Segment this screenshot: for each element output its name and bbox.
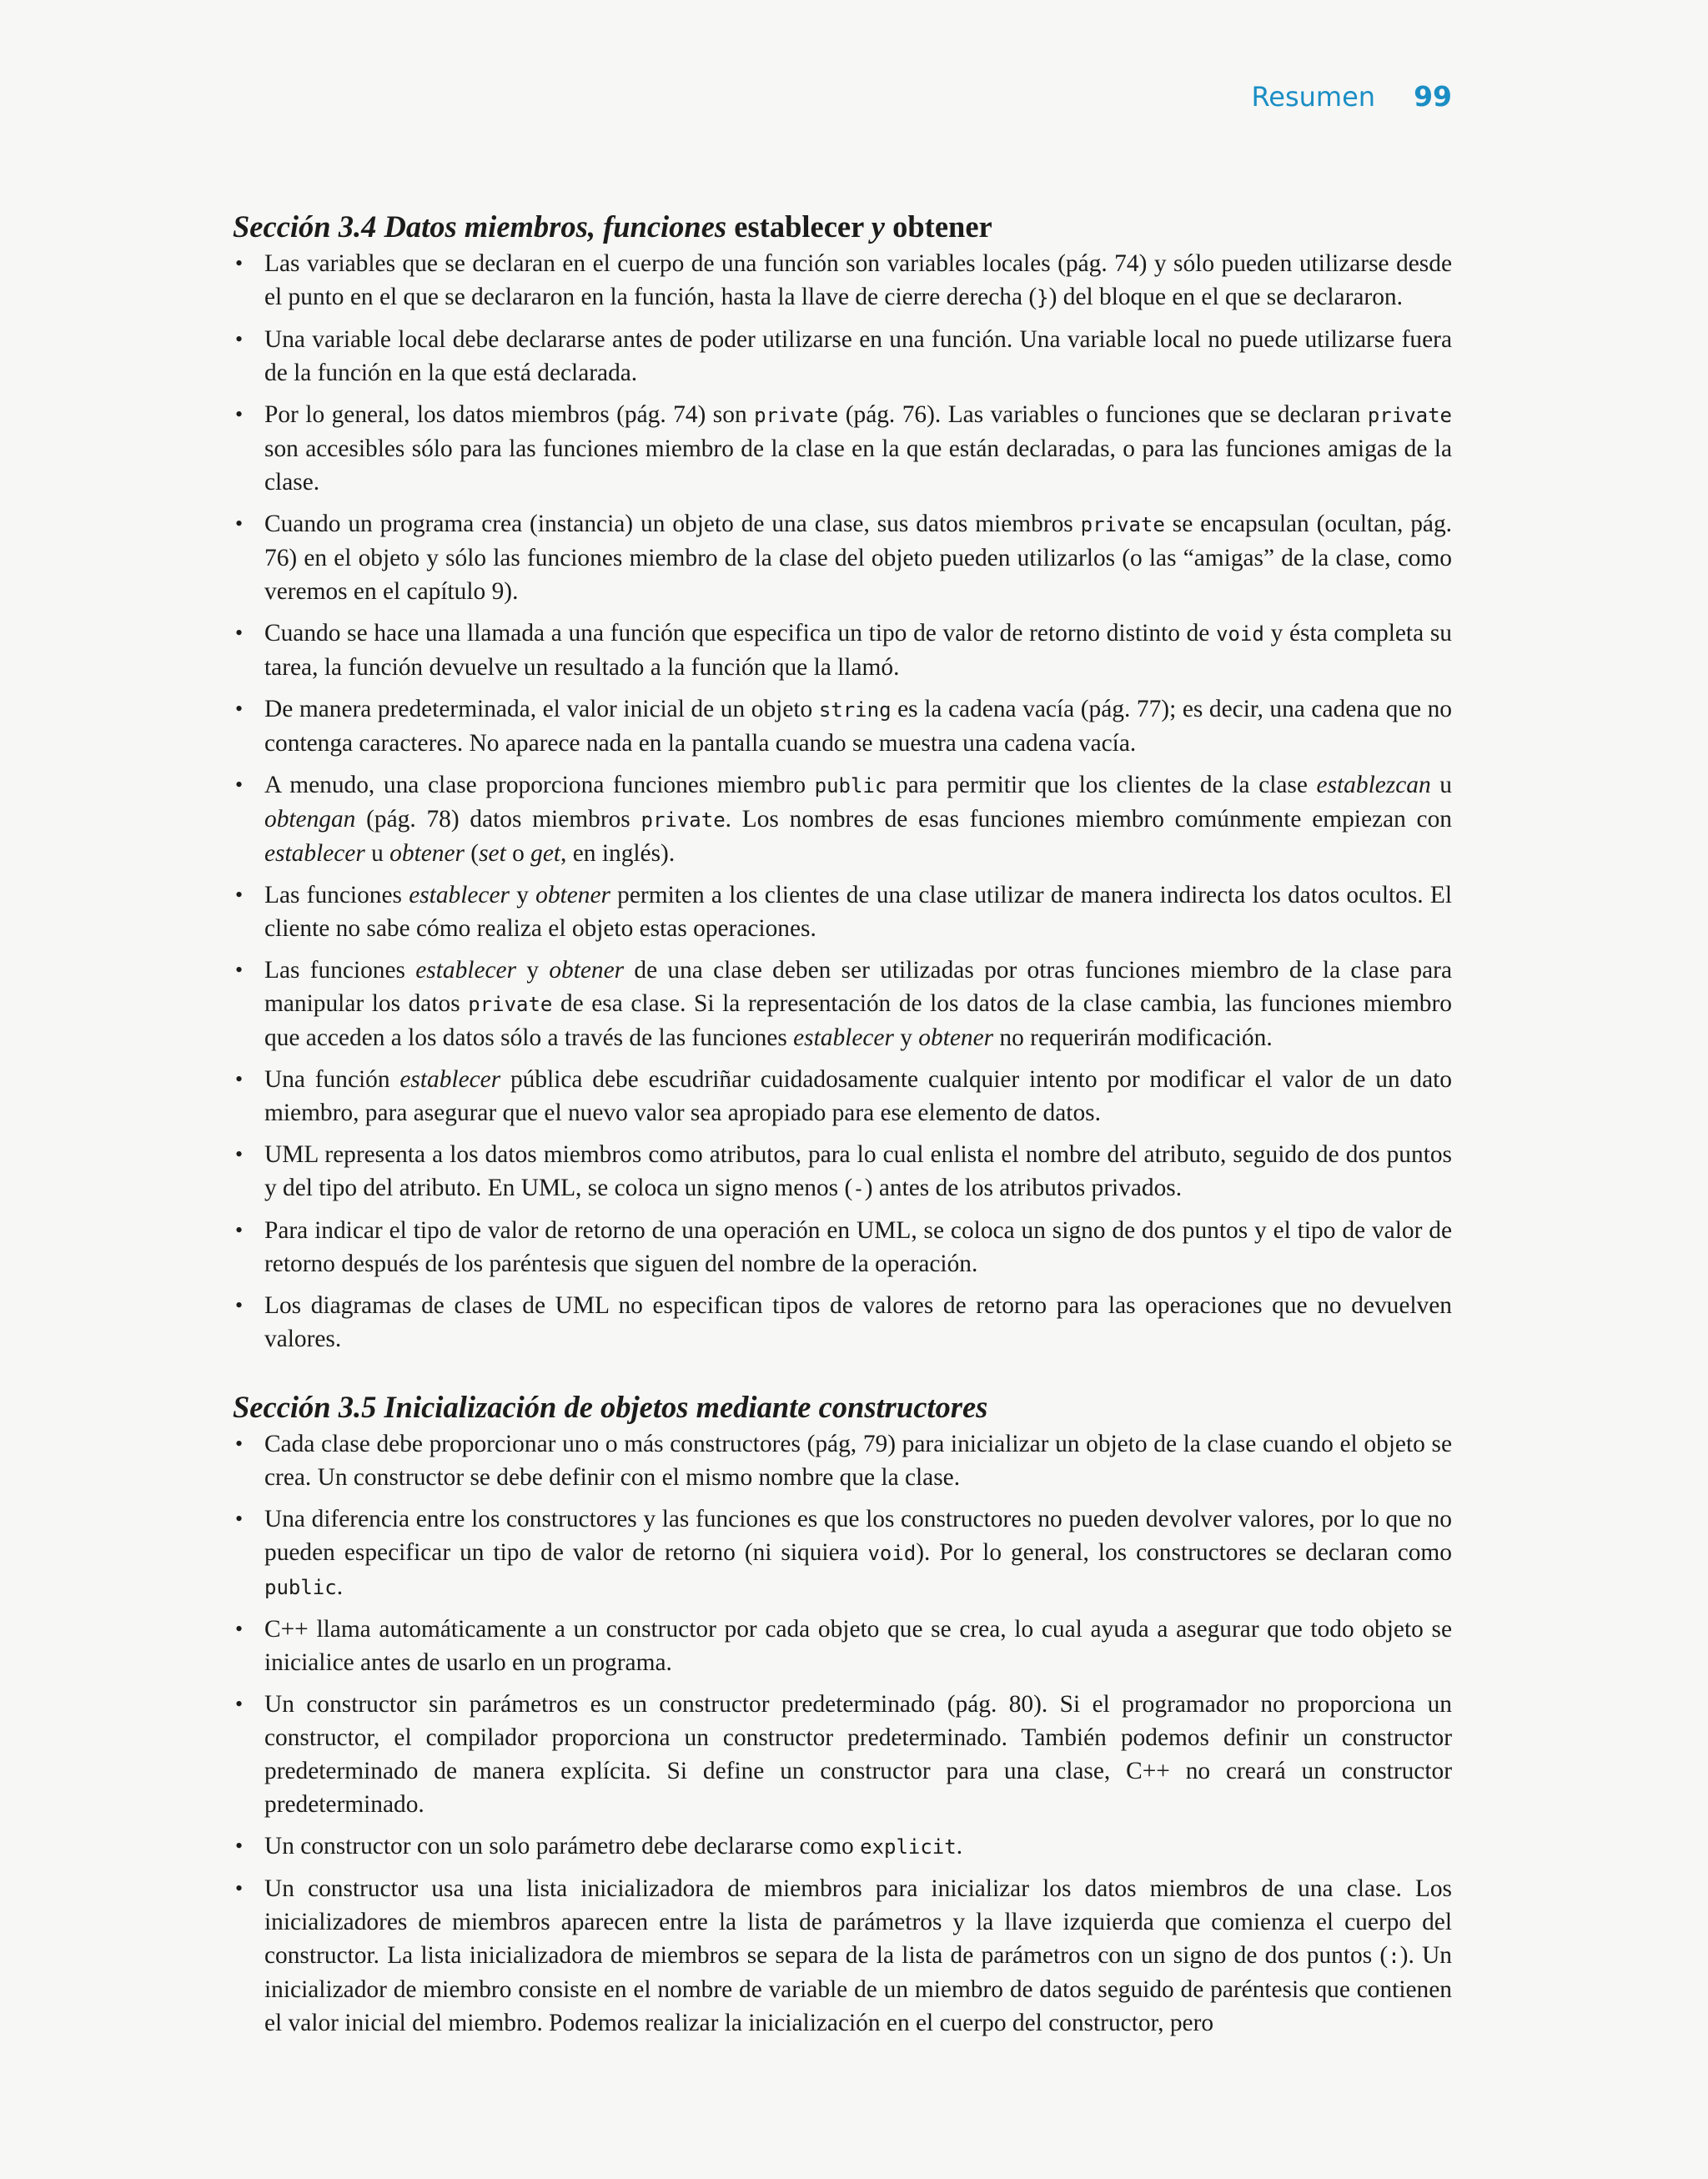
list-item: • De manera predeterminada, el valor inicial de un objeto string es la cadena vacía (pág. 77); es decir, una cadena que no contenga caracteres. No aparece nada en la pantalla cuando se muestra una cadena vacía. <box>233 692 1452 760</box>
list-item: • Cada clase debe proporcionar uno o más constructores (pág, 79) para inicializar un objeto de la clase cuando el objeto se crea. Un constructor se debe definir con el mismo nombre que la clase. <box>233 1427 1452 1494</box>
emphasis: obtengan <box>264 806 356 833</box>
emphasis: obtener <box>535 882 610 908</box>
list-item: • Los diagramas de clases de UML no especifican tipos de valores de retorno para las operaciones que no devuelven valores. <box>233 1289 1452 1356</box>
bullet-list <box>233 247 1452 1356</box>
code-span: : <box>1388 1945 1400 1968</box>
bullet-icon: • <box>235 1692 244 1716</box>
code-span: private <box>754 404 839 427</box>
emphasis: establecer <box>415 957 517 984</box>
code-span: void <box>1216 622 1264 646</box>
list-item: • Las funciones establecer y obtener de una clase deben ser utilizadas por otras funciones miembro de la clase para manipular los datos private de esa clase. Si la representación de los datos de la clase cambia, las funciones miembro que acceden a los datos sólo a través de las funciones establecer y obtener no requerirán modificación. <box>233 954 1452 1054</box>
emphasis: obtener <box>918 1024 994 1051</box>
bullet-icon: • <box>235 1142 244 1166</box>
bullet-icon: • <box>235 883 244 907</box>
bullet-icon: • <box>235 1507 244 1531</box>
bullet-icon: • <box>235 772 244 797</box>
bullet-icon: • <box>235 327 244 351</box>
bullet-icon: • <box>235 1218 244 1242</box>
bullet-icon: • <box>235 697 244 721</box>
list-item: • A menudo, una clase proporciona funciones miembro public para permitir que los clientes de la clase establezcan u obtengan (pág. 78) datos miembros private. Los nombres de esas funciones miembro comúnmente empiezan con establecer u obtener (set o get, en inglés). <box>233 768 1452 870</box>
emphasis: establecer <box>793 1024 894 1051</box>
bullet-icon: • <box>235 621 244 645</box>
bullet-icon: • <box>235 1876 244 1900</box>
list-item: • Cuando un programa crea (instancia) un objeto de una clase, sus datos miembros private se encapsulan (ocultan, pág. 76) en el objeto y sólo las funciones miembro de la clase del objeto pueden utilizarlos (o las “amigas” de la clase, como veremos en el capítulo 9). <box>233 507 1452 608</box>
code-span: void <box>867 1542 917 1565</box>
bullet-icon: • <box>235 1617 244 1641</box>
list-item: • Una función establecer pública debe escudriñar cuidadosamente cualquier intento por modificar el valor de un dato miembro, para asegurar que el nuevo valor sea apropiado para ese elemento de datos. <box>233 1063 1452 1130</box>
list-item: • Por lo general, los datos miembros (pág. 74) son private (pág. 76). Las variables o funciones que se declaran private son accesibles sólo para las funciones miembro de la clase en la que están declaradas, o para las funciones amigas de la clase. <box>233 398 1452 499</box>
page-content <box>233 209 1452 2048</box>
code-span: private <box>1080 513 1165 536</box>
code-span: public <box>814 774 887 798</box>
list-item: • C++ llama automáticamente a un constructor por cada objeto que se crea, lo cual ayuda a asegurar que todo objeto se inicialice antes de usarlo en un programa. <box>233 1613 1452 1679</box>
section-3-5 <box>233 1389 1452 2040</box>
emphasis: establecer <box>399 1066 501 1093</box>
list-item: • Un constructor sin parámetros es un constructor predeterminado (pág. 80). Si el programador no proporciona un constructor, el compilador proporciona un constructor predeterminado. También podemos definir un constructor predeterminado de manera explícita. Si define un constructor para una clase, C++ no creará un constructor predeterminado. <box>233 1688 1452 1821</box>
list-item: • Una variable local debe declararse antes de poder utilizarse en una función. Una variable local no puede utilizarse fuera de la función en la que está declarada. <box>233 323 1452 390</box>
emphasis: obtener <box>389 840 465 867</box>
emphasis: establecer <box>264 840 365 867</box>
list-item: • Un constructor con un solo parámetro debe declararse como explicit. <box>233 1829 1452 1864</box>
emphasis: establecer <box>409 882 510 908</box>
list-item: • Cuando se hace una llamada a una función que especifica un tipo de valor de retorno distinto de void y ésta completa su tarea, la función devuelve un resultado a la función que la llamó. <box>233 616 1452 684</box>
code-span: private <box>1367 404 1452 427</box>
list-item: • Para indicar el tipo de valor de retorno de una operación en UML, se coloca un signo de dos puntos y el tipo de valor de retorno después de los paréntesis que siguen del nombre de la operación. <box>233 1214 1452 1281</box>
code-span: private <box>640 808 726 832</box>
bullet-icon: • <box>235 251 244 275</box>
code-span: private <box>468 993 553 1016</box>
section-heading: Sección 3.4 Datos miembros, funciones establecer y obtener <box>233 209 992 244</box>
running-head <box>1251 80 1452 113</box>
code-span: string <box>818 698 892 722</box>
list-item: • Las variables que se declaran en el cuerpo de una función son variables locales (pág. 74) y sólo pueden utilizarse desde el punto en el que se declararon en la función, hasta la llave de cierre derecha (}) del bloque en el que se declararon. <box>233 247 1452 315</box>
bullet-icon: • <box>235 1293 244 1317</box>
list-item: • Una diferencia entre los constructores y las funciones es que los constructores no pueden devolver valores, por lo que no pueden especificar un tipo de valor de retorno (ni siquiera void). Por lo general, los constructores se declaran como public. <box>233 1502 1452 1604</box>
running-head-title: Resumen <box>1251 81 1376 113</box>
code-span: public <box>264 1576 337 1599</box>
section-3-4 <box>233 209 1452 1356</box>
bullet-icon: • <box>235 511 244 536</box>
bullet-icon: • <box>235 1432 244 1456</box>
bullet-list <box>233 1427 1452 2040</box>
emphasis: set <box>479 840 506 867</box>
code-span: - <box>852 1177 865 1200</box>
list-item: • UML representa a los datos miembros como atributos, para lo cual enlista el nombre del atributo, seguido de dos puntos y del tipo del atributo. En UML, se coloca un signo menos (-) antes de los atributos privados. <box>233 1138 1452 1205</box>
list-item: • Un constructor usa una lista inicializadora de miembros para inicializar los datos miembros de una clase. Los inicializadores de miembros aparecen entre la lista de parámetros y la llave izquierda que comienza el cuerpo del constructor. La lista inicializadora de miembros se separa de la lista de parámetros con un signo de dos puntos (:). Un inicializador de miembro consiste en el nombre de variable de un miembro de datos seguido de paréntesis que contienen el valor inicial del miembro. Podemos realizar la inicialización en el cuerpo del constructor, pero <box>233 1872 1452 2040</box>
code-span: explicit <box>860 1835 957 1859</box>
page-number: 99 <box>1414 80 1452 113</box>
list-item: • Las funciones establecer y obtener permiten a los clientes de una clase utilizar de manera indirecta los datos ocultos. El cliente no sabe cómo realiza el objeto estas operaciones. <box>233 878 1452 945</box>
bullet-icon: • <box>235 1834 244 1858</box>
section-heading: Sección 3.5 Inicialización de objetos mediante constructores <box>233 1390 988 1424</box>
emphasis: get <box>530 840 561 867</box>
emphasis: obtener <box>549 957 625 984</box>
emphasis: establezcan <box>1316 772 1431 798</box>
bullet-icon: • <box>235 402 244 426</box>
bullet-icon: • <box>235 1067 244 1091</box>
bullet-icon: • <box>235 958 244 982</box>
code-span: } <box>1037 286 1049 309</box>
